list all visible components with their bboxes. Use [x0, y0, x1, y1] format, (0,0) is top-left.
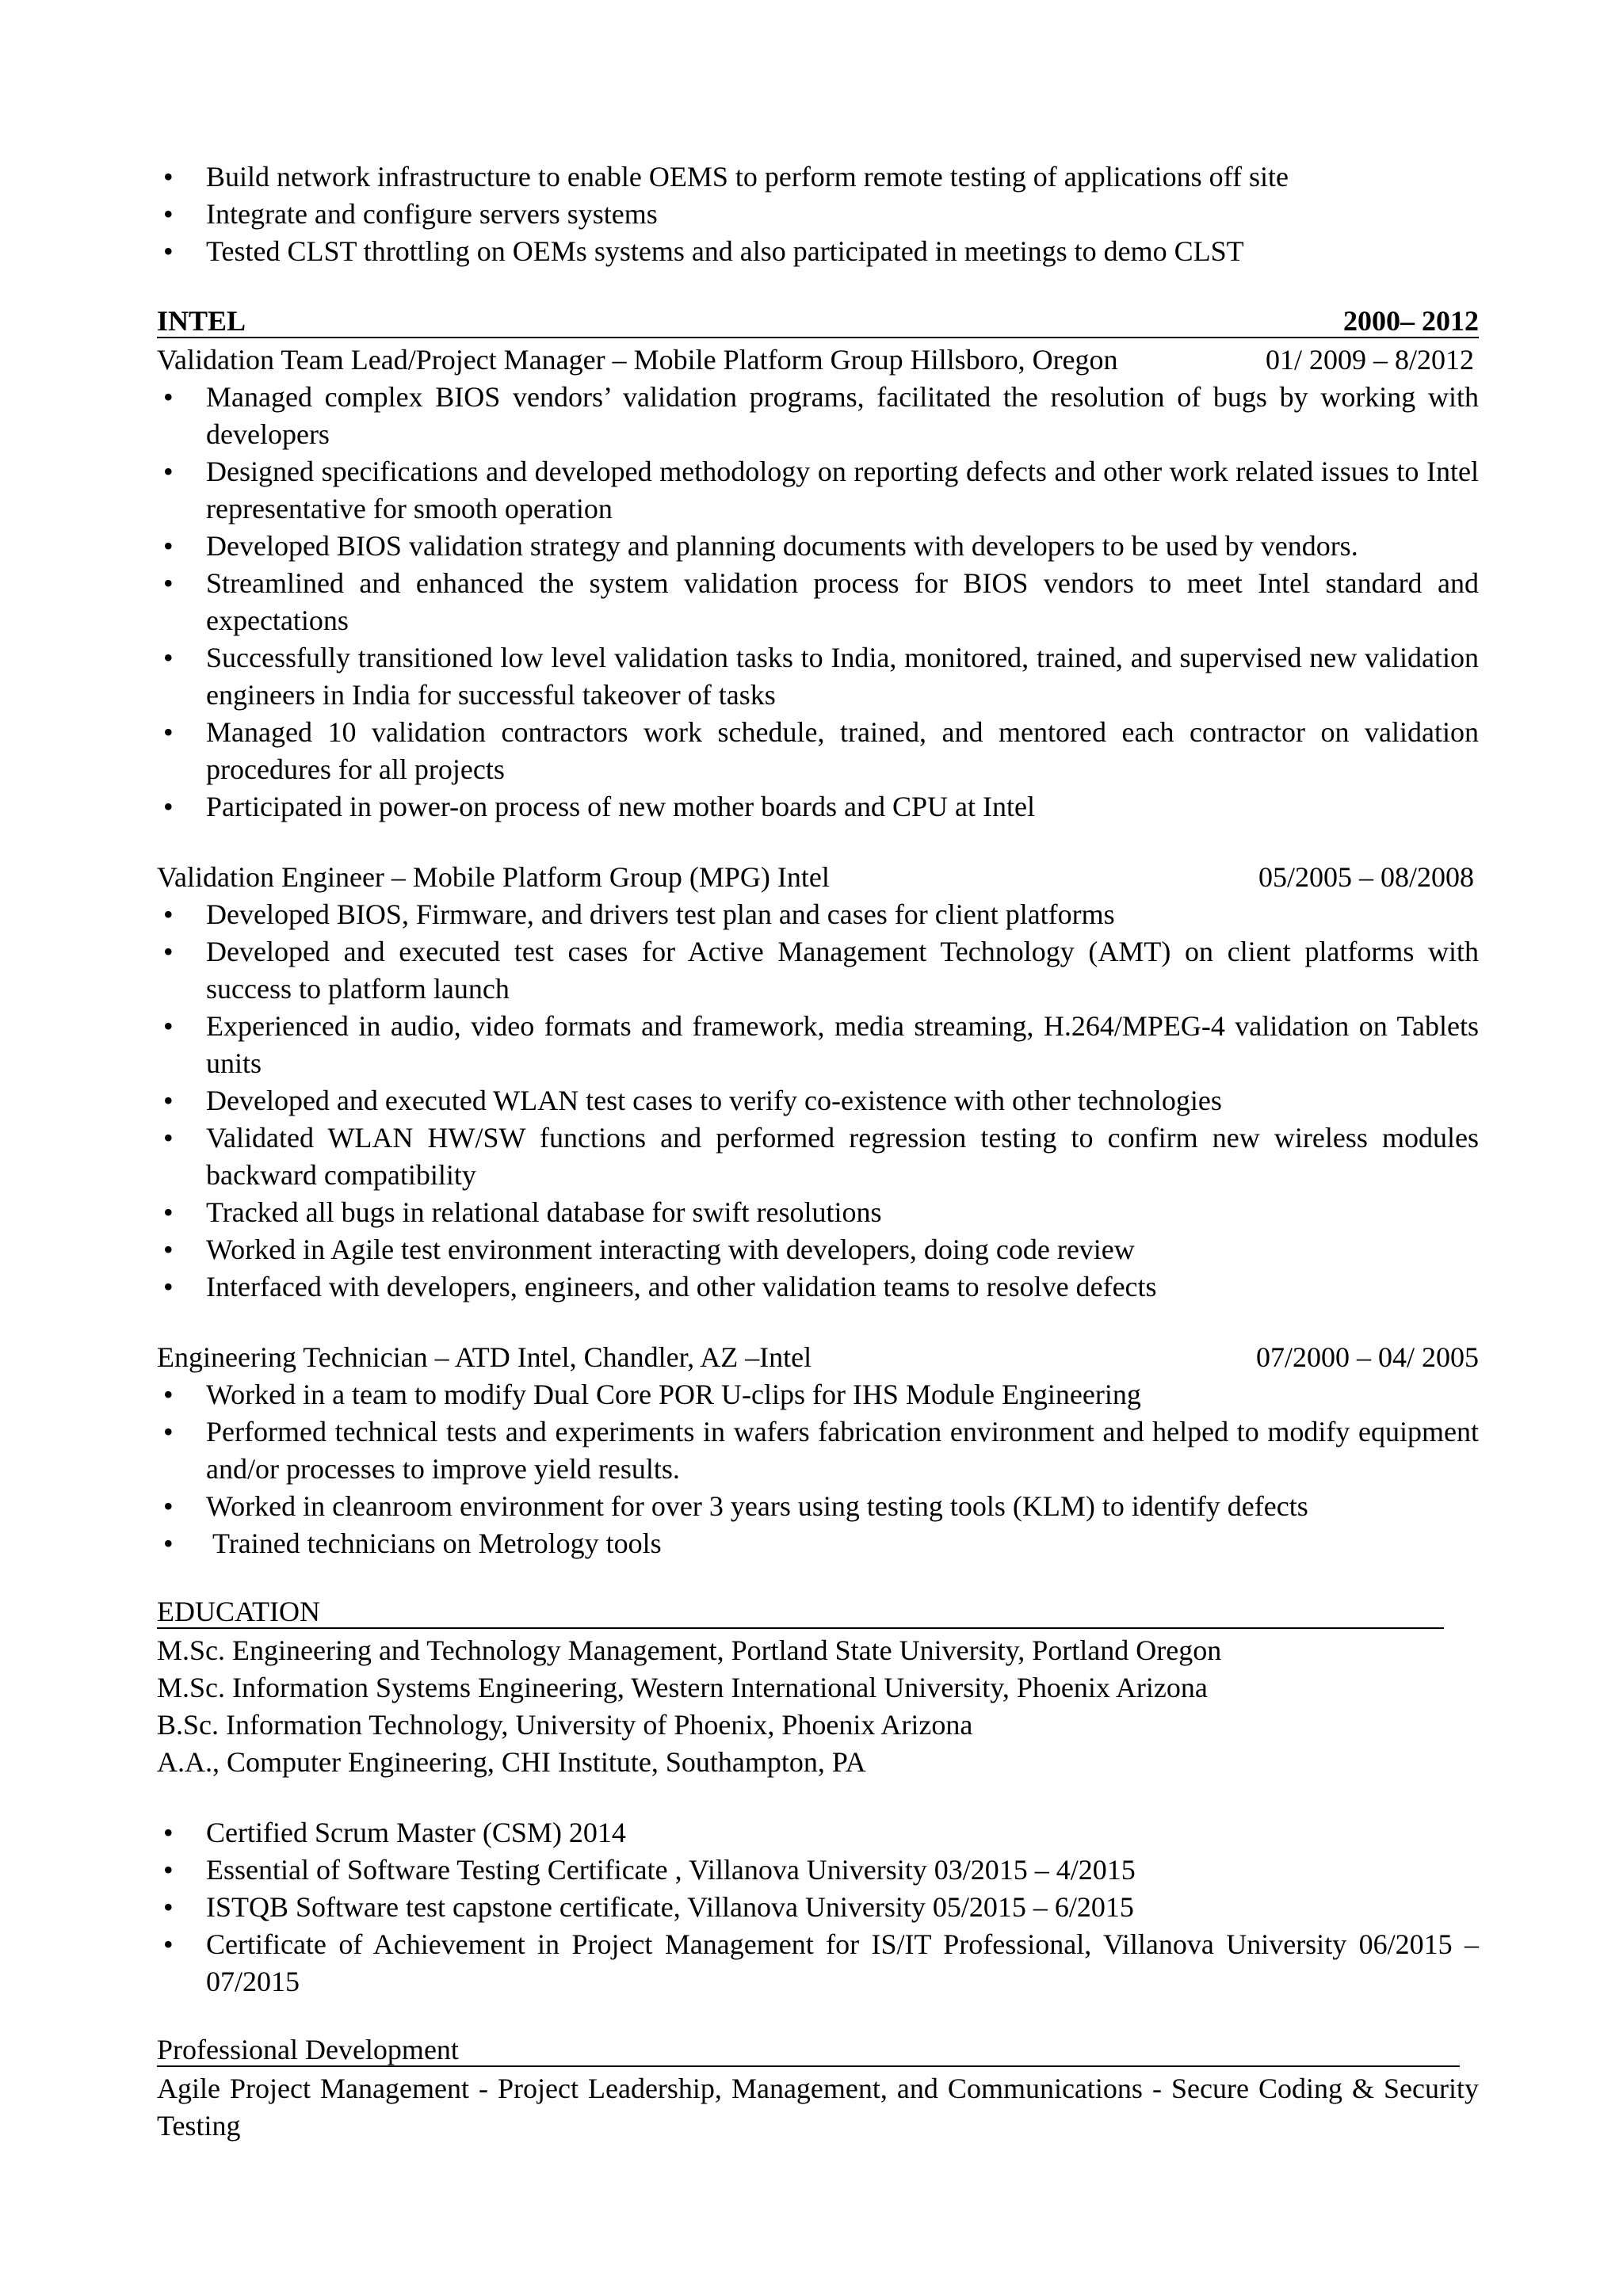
resume-content — [157, 158, 1479, 2145]
role-dates: 07/2000 – 04/ 2005 — [1255, 1341, 1479, 1373]
role-bullet-list — [157, 1376, 1479, 1562]
company-name: INTEL — [157, 305, 246, 337]
role-title: Validation Team Lead/Project Manager – Mobile Platform Group Hillsboro, Oregon — [157, 344, 1118, 376]
list-item: • Participated in power-on process of new mother boards and CPU at Intel — [157, 788, 1479, 826]
list-item: • Managed 10 validation contractors work schedule, trained, and mentored each contractor on validation procedures for all projects — [157, 714, 1479, 788]
professional-development-text: Agile Project Management - Project Leadership, Management, and Communications - Secure Coding & Security Testing — [157, 2073, 1479, 2142]
role-dates: 05/2005 – 08/2008 — [1258, 861, 1474, 893]
list-item: • ISTQB Software test capstone certificate, Villanova University 05/2015 – 6/2015 — [157, 1889, 1479, 1926]
company-years: 2000– 2012 — [1343, 305, 1479, 337]
list-item: • Developed BIOS validation strategy and planning documents with developers to be used by vendors. — [157, 528, 1479, 565]
role-header — [157, 341, 1479, 379]
degree-item: M.Sc. Information Systems Engineering, Western International University, Phoenix Arizona — [157, 1672, 1208, 1703]
list-item: • Performed technical tests and experiments in wafers fabrication environment and helped to modify equipment and/or processes to improve yield results. — [157, 1413, 1479, 1488]
role-title: Engineering Technician – ATD Intel, Chandler, AZ –Intel — [157, 1341, 812, 1373]
list-item: • Essential of Software Testing Certificate , Villanova University 03/2015 – 4/2015 — [157, 1852, 1479, 1889]
degree-item: B.Sc. Information Technology, University of Phoenix, Phoenix Arizona — [157, 1709, 973, 1741]
role-bullet-list — [157, 896, 1479, 1306]
list-item: • Worked in Agile test environment interacting with developers, doing code review — [157, 1231, 1479, 1268]
degree-list — [157, 1632, 1479, 1781]
role-header — [157, 859, 1479, 896]
list-item: • Designed specifications and developed methodology on reporting defects and other work related issues to Intel representative for smooth operation — [157, 453, 1479, 528]
list-item: • Certificate of Achievement in Project Management for IS/IT Professional, Villanova University 06/2015 – 07/2015 — [157, 1926, 1479, 2000]
list-item: • Developed and executed test cases for Active Management Technology (AMT) on client platforms with success to platform launch — [157, 933, 1479, 1008]
role-title: Validation Engineer – Mobile Platform Group (MPG) Intel — [157, 861, 830, 893]
list-item: • Streamlined and enhanced the system validation process for BIOS vendors to meet Intel standard and expectations — [157, 565, 1479, 639]
list-item: • Tracked all bugs in relational database for swift resolutions — [157, 1194, 1479, 1231]
degree-item: A.A., Computer Engineering, CHI Institute, Southampton, PA — [157, 1746, 866, 1778]
degree-item: M.Sc. Engineering and Technology Management, Portland State University, Portland Oregon — [157, 1634, 1222, 1666]
list-item: • Certified Scrum Master (CSM) 2014 — [157, 1814, 1479, 1852]
list-item: • Integrate and configure servers systems — [157, 196, 1479, 233]
professional-development-heading: Professional Development — [157, 2034, 1460, 2067]
role-bullet-list — [157, 379, 1479, 826]
list-item: • Developed BIOS, Firmware, and drivers test plan and cases for client platforms — [157, 896, 1479, 933]
list-item: • Validated WLAN HW/SW functions and performed regression testing to confirm new wireless modules backward compatibility — [157, 1119, 1479, 1194]
list-item: • Build network infrastructure to enable OEMS to perform remote testing of applications off site — [157, 158, 1479, 196]
intro-bullet-list — [157, 158, 1479, 270]
list-item: • Managed complex BIOS vendors’ validation programs, facilitated the resolution of bugs by working with developers — [157, 379, 1479, 453]
education-heading: EDUCATION — [157, 1596, 1444, 1629]
list-item: • Successfully transitioned low level validation tasks to India, monitored, trained, and supervised new validation engineers in India for successful takeover of tasks — [157, 639, 1479, 714]
list-item: • Worked in a team to modify Dual Core POR U-clips for IHS Module Engineering — [157, 1376, 1479, 1413]
intel-section-header — [157, 305, 1479, 338]
list-item: • Developed and executed WLAN test cases to verify co-existence with other technologies — [157, 1082, 1479, 1119]
list-item: • Experienced in audio, video formats and framework, media streaming, H.264/MPEG-4 validation on Tablets units — [157, 1008, 1479, 1082]
certification-list — [157, 1814, 1479, 2000]
role-header — [157, 1339, 1479, 1376]
list-item: • Trained technicians on Metrology tools — [157, 1525, 1479, 1562]
list-item: • Interfaced with developers, engineers, and other validation teams to resolve defects — [157, 1268, 1479, 1306]
role-dates: 01/ 2009 – 8/2012 — [1265, 344, 1474, 376]
list-item: • Worked in cleanroom environment for over 3 years using testing tools (KLM) to identify defects — [157, 1488, 1479, 1525]
list-item: • Tested CLST throttling on OEMs systems and also participated in meetings to demo CLST — [157, 233, 1479, 270]
